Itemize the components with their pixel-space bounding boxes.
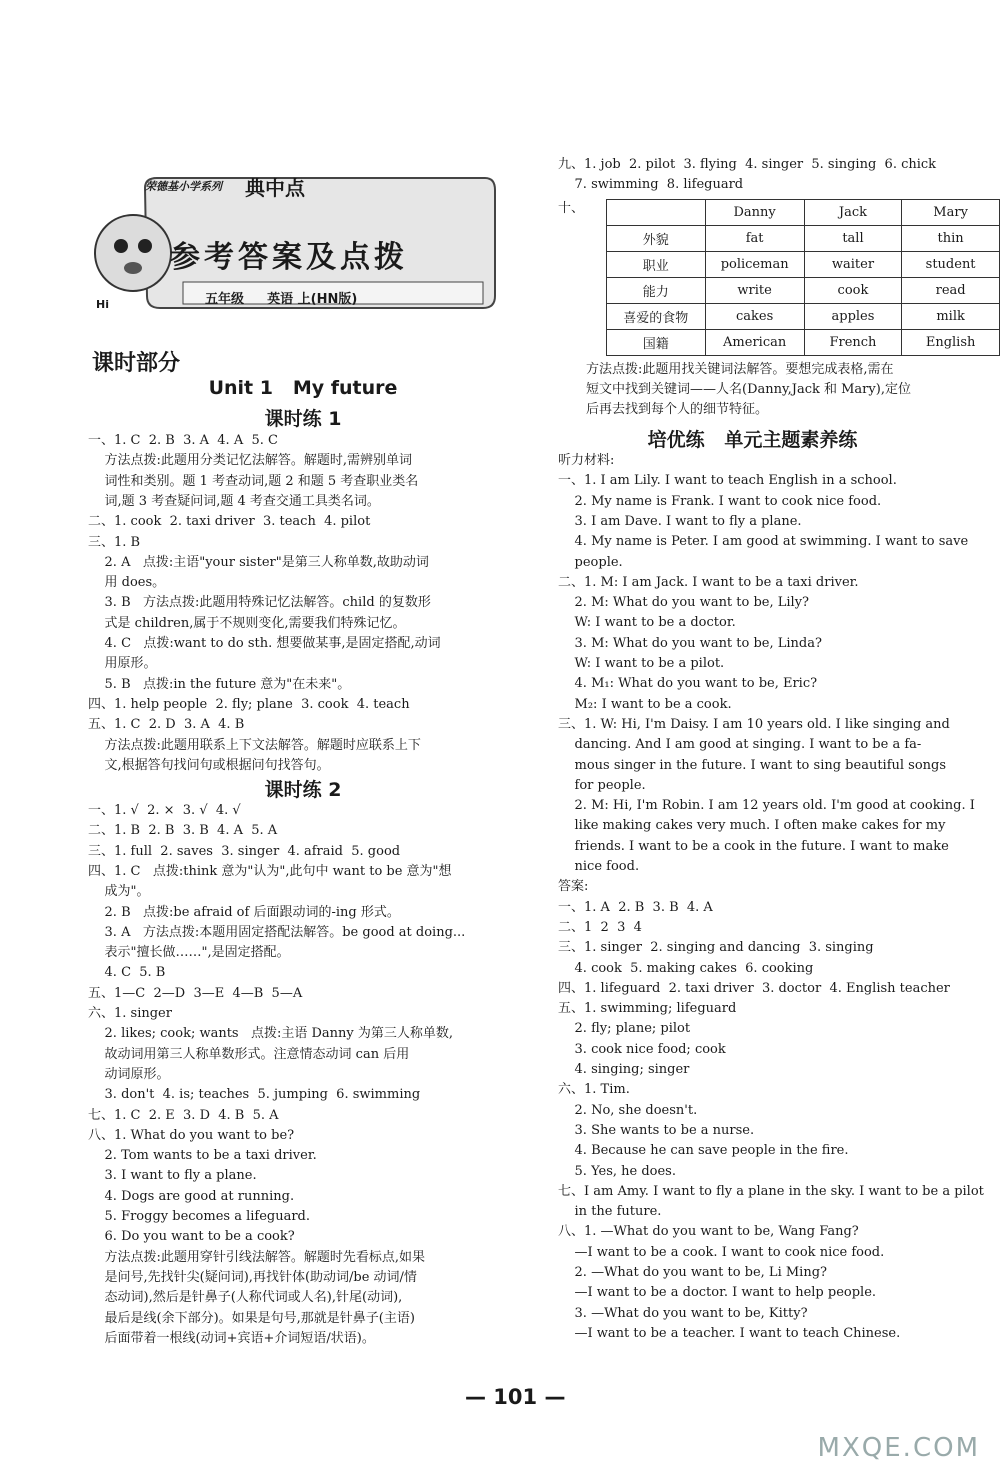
text-line: mous singer in the future. I want to sing beautiful songs — [558, 757, 947, 773]
text-line: 2. fly; plane; pilot — [558, 1021, 691, 1037]
text-line: 词,题 3 考查疑问词,题 4 考查交通工具类名词。 — [88, 493, 380, 509]
text-line: 七、1. C 2. E 3. D 4. B 5. A — [88, 1107, 279, 1123]
text-line: 方法点拨:此题用穿针引线法解答。解题时先看标点,如果 — [88, 1249, 426, 1265]
table-label: 十、 — [558, 201, 585, 216]
text-line: 用 does。 — [88, 575, 166, 591]
text-line: 3. M: What do you want to be, Linda? — [558, 635, 822, 651]
banner-volume: 上(HN版) — [297, 292, 358, 307]
text-line: 用原形。 — [88, 656, 157, 672]
table-cell: fat — [705, 226, 804, 252]
banner-brand: 典中点 — [245, 176, 305, 200]
text-line: 态动词),然后是针鼻子(人称代词或人名),针尾(动词), — [88, 1290, 403, 1306]
text-line: nice food. — [558, 859, 640, 874]
section-2-heading: 培优练 单元主题素养练 — [647, 429, 858, 451]
text-line: dancing. And I am good at singing. I want to be a fa- — [558, 737, 922, 753]
text-line: 八、1. What do you want to be? — [88, 1127, 295, 1143]
unit-title: Unit 1 My future — [208, 377, 398, 399]
page-number: — 101 — — [465, 1385, 566, 1409]
table-row — [607, 252, 1000, 278]
text-line: 3. I am Dave. I want to fly a plane. — [558, 513, 802, 529]
text-line: 后面带着一根线(动词+宾语+介词短语/状语)。 — [88, 1330, 375, 1346]
text-line: in the future. — [558, 1204, 662, 1220]
text-line: for people. — [558, 777, 646, 793]
table-cell: milk — [902, 304, 1000, 330]
text-line: 最后是线(余下部分)。如果是句号,那就是针鼻子(主语) — [88, 1310, 415, 1326]
text-line: 三、1. full 2. saves 3. singer 4. afraid 5. good — [88, 843, 401, 859]
text-line: W: I want to be a doctor. — [558, 615, 736, 631]
text-line: 六、1. Tim. — [558, 1082, 630, 1098]
banner-mascot-label: Hi — [96, 298, 109, 311]
text-line: 一、1. A 2. B 3. B 4. A — [558, 899, 713, 915]
text-line: 6. Do you want to be a cook? — [88, 1229, 295, 1245]
text-line: 七、I am Amy. I want to fly a plane in the sky. I want to be a pilot — [558, 1183, 984, 1199]
text-line: 7. swimming 8. lifeguard — [558, 177, 744, 192]
text-line: 3. She wants to be a nurse. — [558, 1122, 755, 1138]
text-line: 4. M₁: What do you want to be, Eric? — [558, 676, 818, 692]
text-line: 后再去找到每个人的细节特征。 — [586, 402, 769, 417]
answer-table — [606, 199, 1000, 356]
text-line: 2. B 点拨:be afraid of 后面跟动词的-ing 形式。 — [88, 904, 400, 920]
text-line: 2. My name is Frank. I want to cook nice food. — [558, 493, 882, 509]
table-cell: read — [902, 278, 1000, 304]
table-cell: American — [705, 330, 804, 356]
text-line: 一、1. √ 2. × 3. √ 4. √ — [88, 803, 241, 818]
text-line: 式是 children,属于不规则变化,需要我们特殊记忆。 — [88, 615, 406, 631]
table-cell: Mary — [902, 200, 1000, 226]
text-line: 4. C 点拨:want to do sth. 想要做某事,是固定搭配,动词 — [88, 636, 441, 651]
table-row — [607, 304, 1000, 330]
text-line: 方法点拨:此题用分类记忆法解答。解题时,需辨别单词 — [88, 453, 413, 469]
text-line: 5. Yes, he does. — [558, 1163, 676, 1179]
text-line: 三、1. B — [88, 534, 141, 550]
section-heading: 课时部分 — [92, 351, 181, 376]
banner-subject: 英语 — [267, 292, 294, 307]
table-cell: Jack — [804, 200, 902, 226]
table-cell: waiter — [804, 252, 902, 278]
text-line: 动词原形。 — [88, 1066, 170, 1082]
lesson-1-title: 课时练 1 — [264, 408, 342, 430]
text-line: 是问号,先找针尖(疑问词),再找针体(助动词/be 动词/情 — [88, 1269, 417, 1285]
text-line: 成为"。 — [88, 884, 150, 900]
table-cell: cakes — [705, 304, 804, 330]
table-cell: thin — [902, 226, 1000, 252]
text-line: 3. B 方法点拨:此题用特殊记忆法解答。child 的复数形 — [88, 595, 431, 611]
text-line: 四、1. help people 2. fly; plane 3. cook 4. teach — [88, 696, 410, 712]
text-line: 2. A 点拨:主语"your sister"是第三人称单数,故助动词 — [88, 554, 429, 570]
text-line: 表示"擅长做……",是固定搭配。 — [88, 945, 290, 961]
text-line: 五、1. C 2. D 3. A 4. B — [88, 717, 245, 733]
table-row — [607, 200, 1000, 226]
text-line: friends. I want to be a cook in the future. I want to make — [558, 838, 949, 854]
text-line: 4. C 5. B — [88, 965, 166, 981]
lesson-2-title: 课时练 2 — [264, 779, 342, 801]
text-line: 方法点拨:此题用联系上下文法解答。解题时应联系上下 — [88, 737, 421, 753]
table-cell — [607, 200, 706, 226]
text-line: 3. don't 4. is; teaches 5. jumping 6. swimming — [88, 1087, 421, 1103]
text-line: —I want to be a teacher. I want to teach Chinese. — [558, 1325, 901, 1341]
watermark: MXQE.COM — [817, 1433, 980, 1463]
table-cell: English — [902, 330, 1000, 356]
text-line: 四、1. C 点拨:think 意为"认为",此句中 want to be 意为"想 — [88, 863, 452, 879]
text-line: 方法点拨:此题用找关键词法解答。要想完成表格,需在 — [586, 362, 894, 377]
text-line: —I want to be a cook. I want to cook nice food. — [558, 1244, 885, 1260]
text-line: 五、1—C 2—D 3—E 4—B 5—A — [88, 985, 303, 1001]
text-line: 4. My name is Peter. I am good at swimming. I want to save — [558, 534, 969, 550]
table-row — [607, 330, 1000, 356]
table-cell: Danny — [705, 200, 804, 226]
text-line: 一、1. C 2. B 3. A 4. A 5. C — [88, 433, 278, 448]
table-row — [607, 226, 1000, 252]
text-line: 答案: — [558, 879, 589, 895]
text-line: 2. M: What do you want to be, Lily? — [558, 595, 810, 611]
table-cell: 外貌 — [607, 226, 706, 252]
text-line: 5. B 点拨:in the future 意为"在未来"。 — [88, 676, 351, 692]
table-cell: 国籍 — [607, 330, 706, 356]
table-cell: write — [705, 278, 804, 304]
text-line: people. — [558, 554, 623, 570]
table-cell: 职业 — [607, 252, 706, 278]
text-line: like making cakes very much. I often make cakes for my — [558, 818, 946, 834]
table-cell: tall — [804, 226, 902, 252]
text-line: 2. No, she doesn't. — [558, 1102, 698, 1118]
text-line: 3. A 方法点拨:本题用固定搭配法解答。be good at doing... — [88, 924, 466, 940]
table-cell: apples — [804, 304, 902, 330]
text-line: 六、1. singer — [88, 1006, 172, 1021]
text-line: 五、1. swimming; lifeguard — [558, 1001, 737, 1017]
text-line: 听力材料: — [558, 453, 615, 468]
text-line: 2. —What do you want to be, Li Ming? — [558, 1265, 827, 1280]
table-cell: policeman — [705, 252, 804, 278]
text-line: 3. cook nice food; cook — [558, 1041, 726, 1057]
text-line: 三、1. singer 2. singing and dancing 3. singing — [558, 940, 874, 956]
table-cell: cook — [804, 278, 902, 304]
text-line: 2. M: Hi, I'm Robin. I am 12 years old. I'm good at cooking. I — [558, 798, 975, 814]
text-line: 4. cook 5. making cakes 6. cooking — [558, 960, 814, 976]
table-row — [607, 278, 1000, 304]
text-line: 二、1 2 3 4 — [558, 919, 642, 935]
banner-grade: 五年级 — [205, 292, 245, 307]
text-line: 4. Dogs are good at running. — [88, 1188, 295, 1204]
text-line: 九、1. job 2. pilot 3. flying 4. singer 5. singing 6. chick — [558, 157, 937, 172]
text-line: 一、1. I am Lily. I want to teach English in a school. — [558, 473, 897, 489]
text-line: 5. Froggy becomes a lifeguard. — [88, 1209, 311, 1224]
table-cell: student — [902, 252, 1000, 278]
text-line: W: I want to be a pilot. — [558, 656, 725, 671]
banner-title: 参考答案及点拨 — [170, 240, 408, 275]
table-cell: French — [804, 330, 902, 356]
text-line: 3. I want to fly a plane. — [88, 1168, 257, 1184]
text-line: 八、1. —What do you want to be, Wang Fang? — [558, 1224, 859, 1240]
text-line: 二、1. cook 2. taxi driver 3. teach 4. pilot — [88, 514, 371, 530]
text-line: M₂: I want to be a cook. — [558, 696, 732, 712]
table-cell: 能力 — [607, 278, 706, 304]
text-line: 3. —What do you want to be, Kitty? — [558, 1305, 808, 1321]
text-line: 2. Tom wants to be a taxi driver. — [88, 1148, 317, 1164]
text-line: 文,根据答句找问句或根据问句找答句。 — [88, 757, 330, 773]
text-line: 四、1. lifeguard 2. taxi driver 3. doctor 4. English teacher — [558, 980, 950, 996]
text-line: 故动词用第三人称单数形式。注意情态动词 can 后用 — [88, 1046, 410, 1062]
text-line: 4. singing; singer — [558, 1062, 690, 1077]
text-line: 短文中找到关键词——人名(Danny,Jack 和 Mary),定位 — [586, 382, 911, 397]
banner-grade-line — [205, 288, 357, 307]
text-line: 4. Because he can save people in the fire. — [558, 1143, 849, 1159]
text-line: 二、1. M: I am Jack. I want to be a taxi driver. — [558, 574, 859, 590]
text-line: 二、1. B 2. B 3. B 4. A 5. A — [88, 823, 278, 839]
banner-series: 荣德基小学系列 — [145, 180, 222, 193]
table-cell: 喜爱的食物 — [607, 304, 706, 330]
text-line: —I want to be a doctor. I want to help people. — [558, 1285, 877, 1301]
text-line: 词性和类别。题 1 考查动词,题 2 和题 5 考查职业类名 — [88, 473, 419, 489]
text-line: 2. likes; cook; wants 点拨:主语 Danny 为第三人称单数, — [88, 1026, 454, 1042]
text-line: 三、1. W: Hi, I'm Daisy. I am 10 years old. I like singing and — [558, 716, 950, 732]
